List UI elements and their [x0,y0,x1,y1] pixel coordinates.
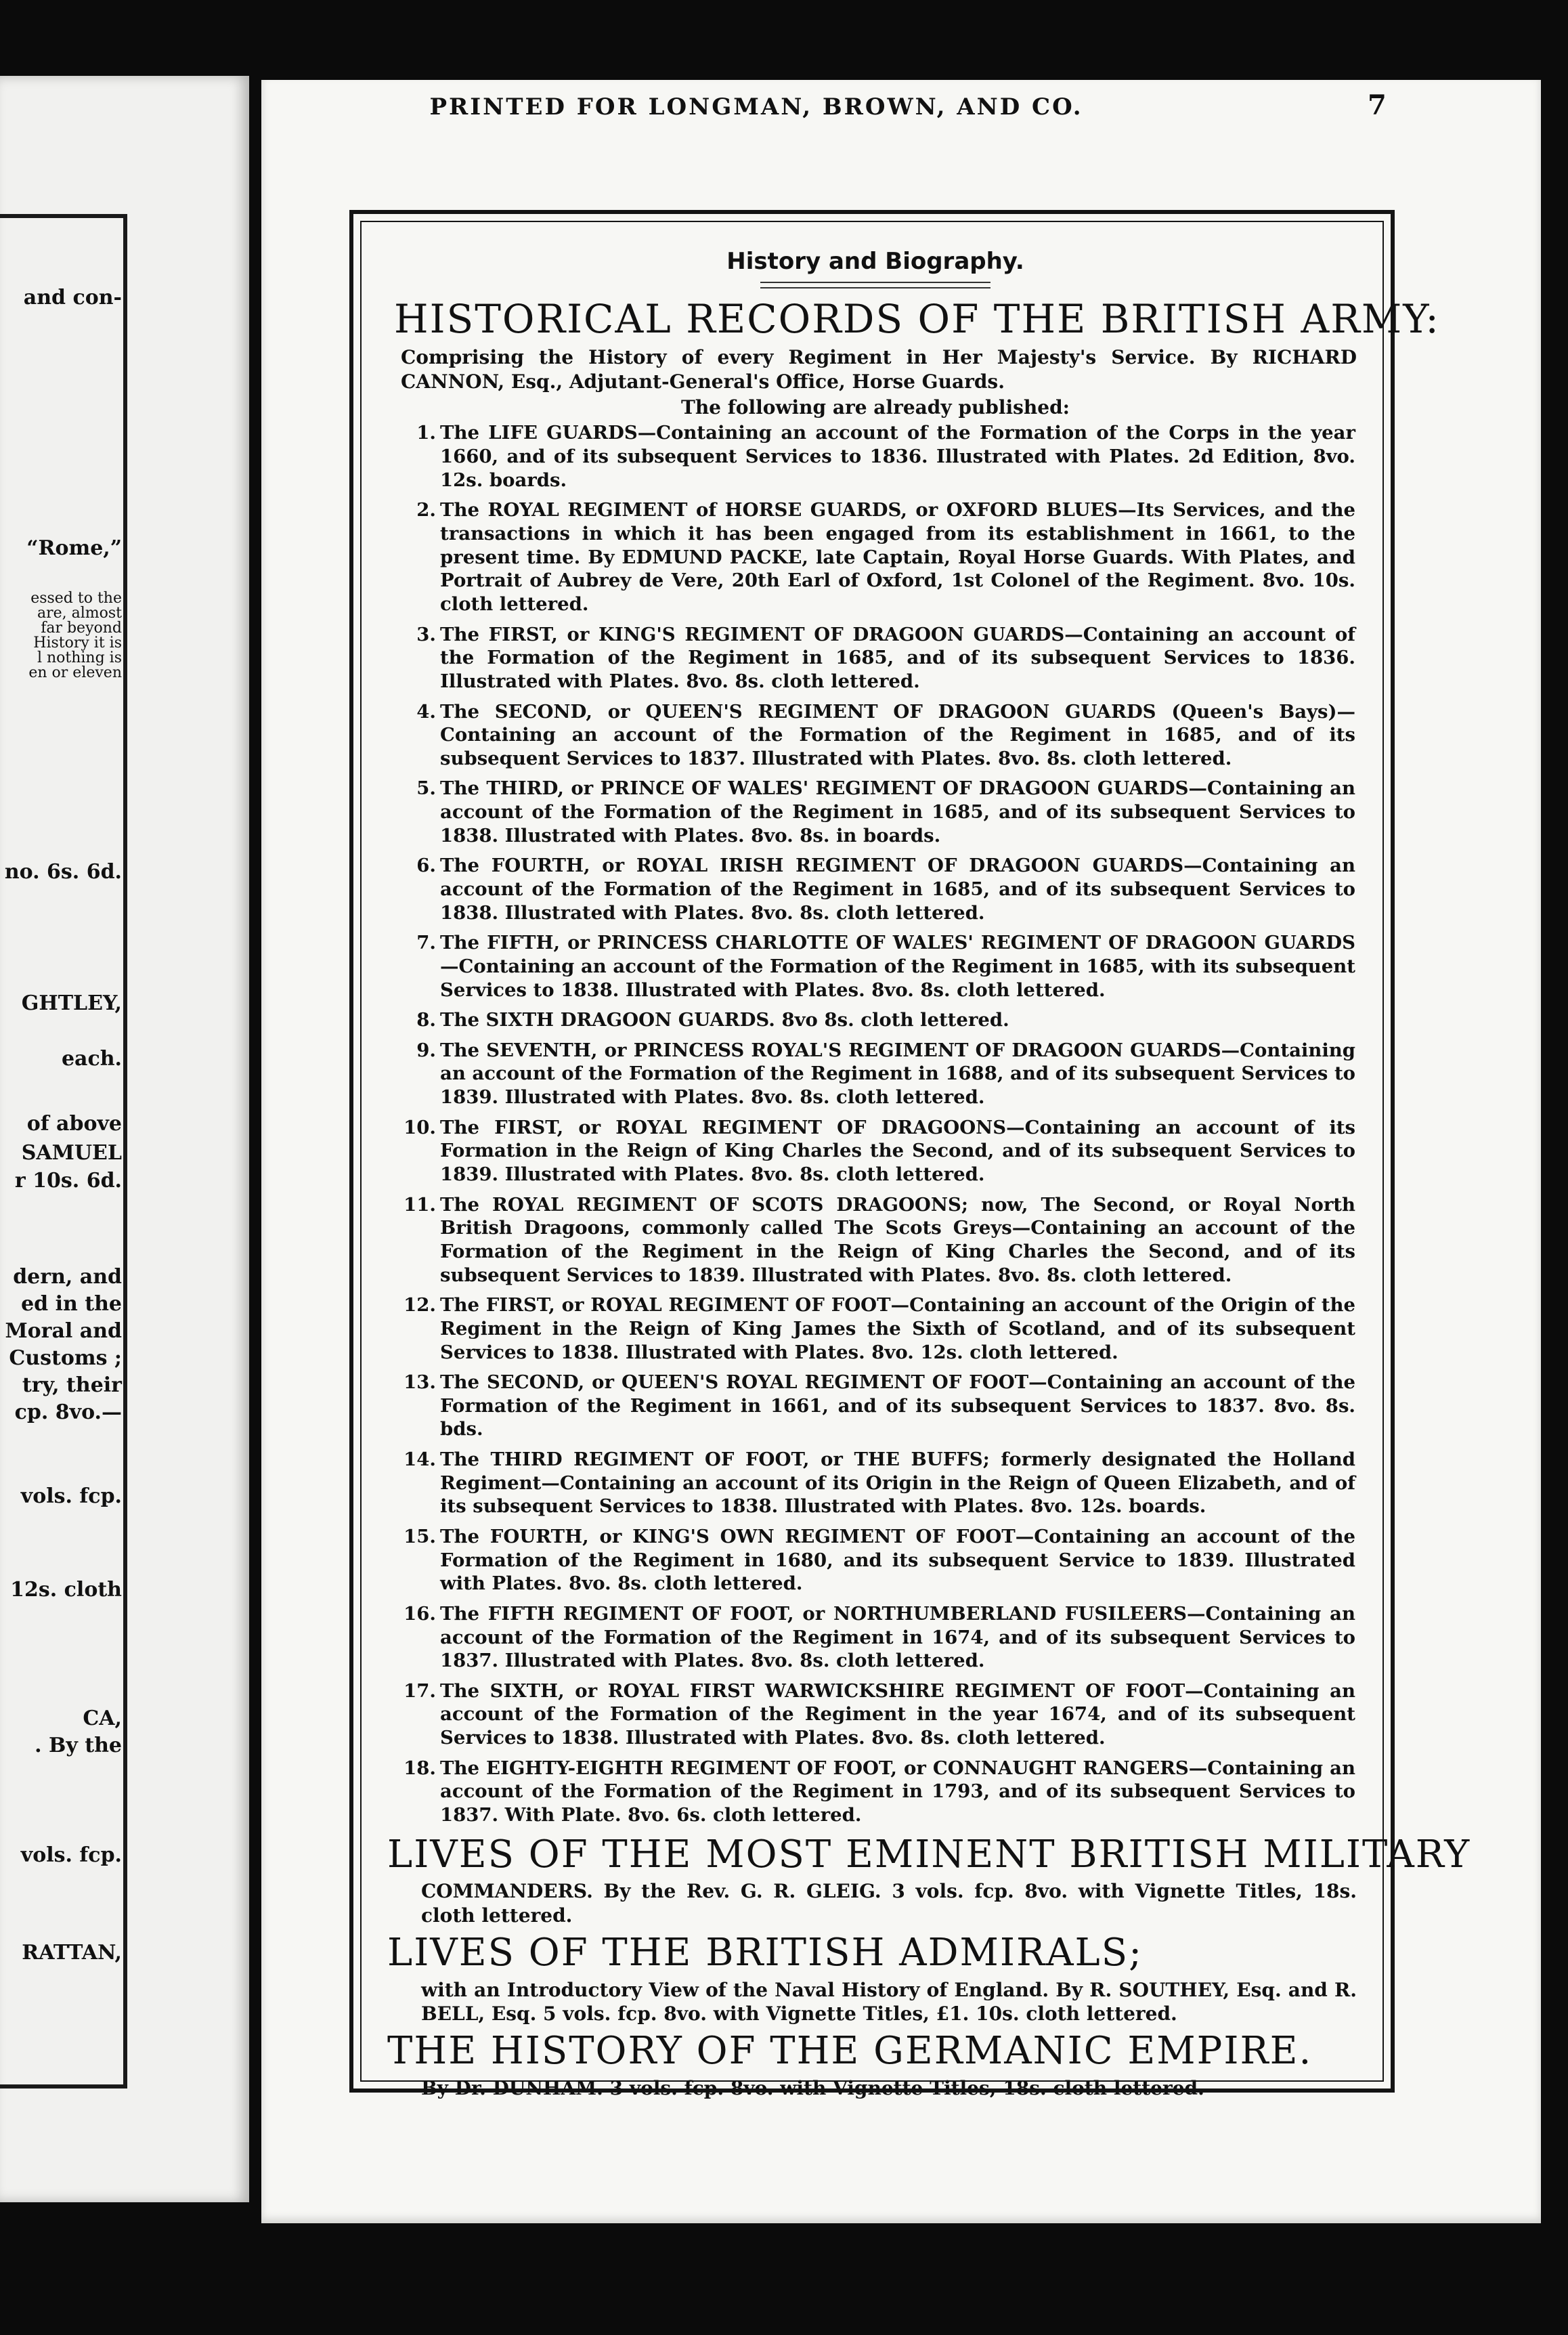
germanic-empire-title: THE HISTORY OF THE GERMANIC EMPIRE. [387,2029,1313,2074]
regiment-entry [401,1039,1355,1109]
regiment-entry [401,421,1355,492]
regiment-number: 1. [416,422,436,444]
regiment-number: 17. [404,1679,436,1702]
lives-commanders-entry [380,1832,1471,1928]
germanic-empire-entry [380,2030,1370,2100]
page-number: 7 [1368,89,1387,121]
regiment-number: 10. [404,1116,436,1138]
regiment-list [380,421,1370,1826]
advertisement-frame [349,210,1471,2099]
left-page [0,76,249,2202]
regiment-number: 4. [416,700,436,723]
left-page-fragment: History it is [33,635,122,651]
regiment-entry [401,1757,1355,1827]
left-page-fragment: far beyond [41,620,122,637]
left-page-fragment: RATTAN, [22,1941,122,1965]
regiment-entry [401,931,1355,1002]
regiment-number: 2. [416,499,436,521]
regiment-text: The FIFTH REGIMENT OF FOOT, or NORTHUMBERLAND FUSILEERS—Containing an account of the Formation of the Regiment in 1674, and of its subsequent Services to 1837. Illustrated with Plates. 8vo. 8s. cloth lettered. [440,1602,1355,1672]
regiment-text: The FIRST, or ROYAL REGIMENT OF FOOT—Containing an account of the Origin of the Regiment in the Reign of King James the Sixth of Scotland, and of its subsequent Services to 1838. Illustrated with Plates. 8vo. 12s. cloth lettered. [440,1294,1355,1363]
left-page-fragment: vols. fcp. [20,1843,122,1867]
regiment-number: 18. [404,1757,436,1779]
regiment-number: 6. [416,855,436,877]
regiment-number: 3. [416,623,436,645]
regiment-text: The THIRD REGIMENT OF FOOT, or THE BUFFS; formerly designated the Holland Regiment—Containing an account of its Origin in the Reign of Queen Elizabeth, and of its subsequent Services to 1838. Illustrated with Plates. 8vo. 12s. boards. [440,1449,1355,1518]
left-page-fragment: l nothing is [37,649,122,666]
left-page-fragment: . By the [35,1734,122,1757]
regiment-text: The SIXTH, or ROYAL FIRST WARWICKSHIRE REGIMENT OF FOOT—Containing an account of the Formation of the Regiment in the year 1674, and of its subsequent Services to 1838. Illustrated with Plates. 8vo. 8s. cloth lettered. [440,1679,1355,1749]
regiment-text: The FIRST, or KING'S REGIMENT OF DRAGOON GUARDS—Containing an account of the Formation of the Regiment in 1685, and of its subsequent Services to 1836. Illustrated with Plates. 8vo. 8s. cloth lettered. [440,623,1355,692]
lives-admirals-entry [380,1932,1370,2026]
regiment-entry [401,854,1355,924]
lives-admirals-description: with an Introductory View of the Naval History of England. By R. SOUTHEY, Esq. and R. BELL, Esq. 5 vols. fcp. 8vo. with Vignette Titles, £1. 10s. cloth lettered. [421,1978,1357,2026]
regiment-entry [401,623,1355,693]
left-page-fragment: “Rome,” [26,536,122,560]
running-head: PRINTED FOR LONGMAN, BROWN, AND CO. [429,93,1083,121]
left-page-fragment: and con- [23,286,122,309]
regiment-entry [401,1371,1355,1441]
left-page-fragment: SAMUEL [21,1141,122,1165]
regiment-entry [401,1008,1355,1032]
left-page-fragment: no. 6s. 6d. [4,860,122,884]
regiment-text: The FIFTH, or PRINCESS CHARLOTTE OF WALES' REGIMENT OF DRAGOON GUARDS—Containing an account of the Formation of the Regiment in 1685, with its subsequent Services to 1838. Illustrated with Plates. 8vo. 8s. cloth lettered. [440,932,1355,1001]
left-page-fragment: 12s. cloth [10,1578,122,1602]
regiment-text: The FOURTH, or ROYAL IRISH REGIMENT OF DRAGOON GUARDS—Containing an account of the Formation of the Regiment in 1685, and of its subsequent Services to 1838. Illustrated with Plates. 8vo. 8s. cloth lettered. [440,855,1355,924]
ornament-rule [760,282,990,288]
regiment-number: 15. [404,1526,436,1547]
regiment-text: The EIGHTY-EIGHTH REGIMENT OF FOOT, or CONNAUGHT RANGERS—Containing an account of the Formation of the Regiment in 1793, and of its subsequent Services to 1837. With Plate. 8vo. 6s. cloth lettered. [440,1757,1355,1826]
lives-admirals-title: LIVES OF THE BRITISH ADMIRALS; [387,1930,1143,1975]
regiment-text: The FOURTH, or KING'S OWN REGIMENT OF FOOT—Containing an account of the Formation of the Regiment in 1680, and its subsequent Service to 1839. Illustrated with Plates. 8vo. 8s. cloth lettered. [440,1526,1355,1595]
regiment-number: 7. [416,932,436,954]
left-page-fragment: are, almost [37,605,122,622]
regiment-number: 14. [404,1449,436,1471]
regiment-number: 9. [416,1039,436,1061]
regiment-text: The SEVENTH, or PRINCESS ROYAL'S REGIMENT OF DRAGOON GUARDS—Containing an account of the Formation of the Regiment in 1688, and of its subsequent Services to 1839. Illustrated with Plates. 8vo. 8s. cloth lettered. [440,1039,1355,1109]
regiment-entry [401,700,1355,771]
left-page-fragment: GHTLEY, [21,991,122,1015]
regiment-number: 12. [404,1294,436,1316]
regiment-text: The LIFE GUARDS—Containing an account of the Formation of the Corps in the year 1660, and of its subsequent Services to 1836. Illustrated with Plates. 2d Edition, 8vo. 12s. boards. [440,422,1355,491]
regiment-entry [401,1293,1355,1364]
advertisement-content [380,248,1471,2101]
left-page-fragment: r 10s. 6d. [14,1169,122,1193]
published-intro: The following are already published: [680,396,1070,419]
regiment-text: The SIXTH DRAGOON GUARDS. 8vo 8s. cloth lettered. [440,1009,1009,1031]
regiment-text: The SECOND, or QUEEN'S REGIMENT OF DRAGOON GUARDS (Queen's Bays)—Containing an account of the Formation of the Regiment in 1685, and of its subsequent Services to 1837. Illustrated with Plates. 8vo. 8s. cloth lettered. [440,700,1355,769]
regiment-entry [401,498,1355,616]
left-page-fragment: Moral and [5,1319,122,1343]
regiment-entry [401,1525,1355,1595]
left-page-fragment: dern, and [13,1265,122,1289]
regiment-number: 13. [404,1371,436,1394]
regiment-entry [401,1448,1355,1518]
regiment-number: 5. [416,777,436,800]
regiment-text: The THIRD, or PRINCE OF WALES' REGIMENT OF DRAGOON GUARDS—Containing an account of the Formation of the Regiment in 1685, and of its subsequent Services to 1838. Illustrated with Plates. 8vo. 8s. in boards. [440,777,1355,847]
regiment-entry [401,1193,1355,1287]
germanic-empire-description: By Dr. DUNHAM. 3 vols. fcp. 8vo. with Vignette Titles, 18s. cloth lettered. [421,2076,1204,2099]
regiment-text: The FIRST, or ROYAL REGIMENT OF DRAGOONS—Containing an account of its Formation in the Reign of King Charles the Second, and of its subsequent Services to 1839. Illustrated with Plates. 8vo. 8s. cloth lettered. [440,1116,1355,1186]
regiment-number: 16. [404,1602,436,1625]
left-page-fragment: try, their [22,1373,122,1397]
left-page-fragment: vols. fcp. [20,1484,122,1508]
lives-commanders-description: COMMANDERS. By the Rev. G. R. GLEIG. 3 vols. fcp. 8vo. with Vignette Titles, 18s. cloth lettered. [421,1880,1357,1927]
left-page-fragment: CA, [83,1707,122,1730]
left-page-fragment: of above [26,1112,122,1136]
regiment-text: The ROYAL REGIMENT OF SCOTS DRAGOONS; now, The Second, or Royal North British Dragoons, commonly called The Scots Greys—Containing an account of the Formation of the Regiment in the Reign of King Charles the Second, and of its subsequent Services to 1839. Illustrated with Plates. 8vo. 8s. cloth lettered. [440,1193,1355,1286]
regiment-entry [401,1679,1355,1750]
regiment-number: 11. [404,1193,436,1216]
section-heading: History and Biography. [726,248,1024,275]
left-page-fragment: ed in the [21,1292,122,1316]
regiment-entry [401,1116,1355,1186]
left-page-fragment: en or eleven [28,664,122,681]
regiment-text: The ROYAL REGIMENT of HORSE GUARDS, or OXFORD BLUES—Its Services, and the transactions in which it has been engaged from its establishment in 1661, to the present time. By EDMUND PACKE, late Captain, Royal Horse Guards. With Plates, and Portrait of Aubrey de Vere, 20th Earl of Oxford, 1st Colonel of the Regiment. 8vo. 10s. cloth lettered. [440,499,1355,615]
regiment-text: The SECOND, or QUEEN'S ROYAL REGIMENT OF FOOT—Containing an account of the Formation of the Regiment in 1661, and of its subsequent Services to 1837. 8vo. 8s. bds. [440,1371,1355,1440]
left-page-fragment: essed to the [30,590,122,607]
regiment-entry [401,777,1355,847]
regiment-number: 8. [416,1009,436,1031]
left-page-fragment: each. [61,1047,122,1071]
left-page-fragment: Customs ; [9,1346,122,1370]
historical-records-description: Comprising the History of every Regiment in Her Majesty's Service. By RICHARD CANNON, Esq., Adjutant-General's Office, Horse Guards. [401,345,1357,393]
left-page-fragment: cp. 8vo.— [14,1400,122,1424]
regiment-entry [401,1602,1355,1673]
lives-commanders-title: LIVES OF THE MOST EMINENT BRITISH MILITARY [387,1832,1471,1877]
historical-records-title: HISTORICAL RECORDS OF THE BRITISH ARMY: [394,296,1440,342]
